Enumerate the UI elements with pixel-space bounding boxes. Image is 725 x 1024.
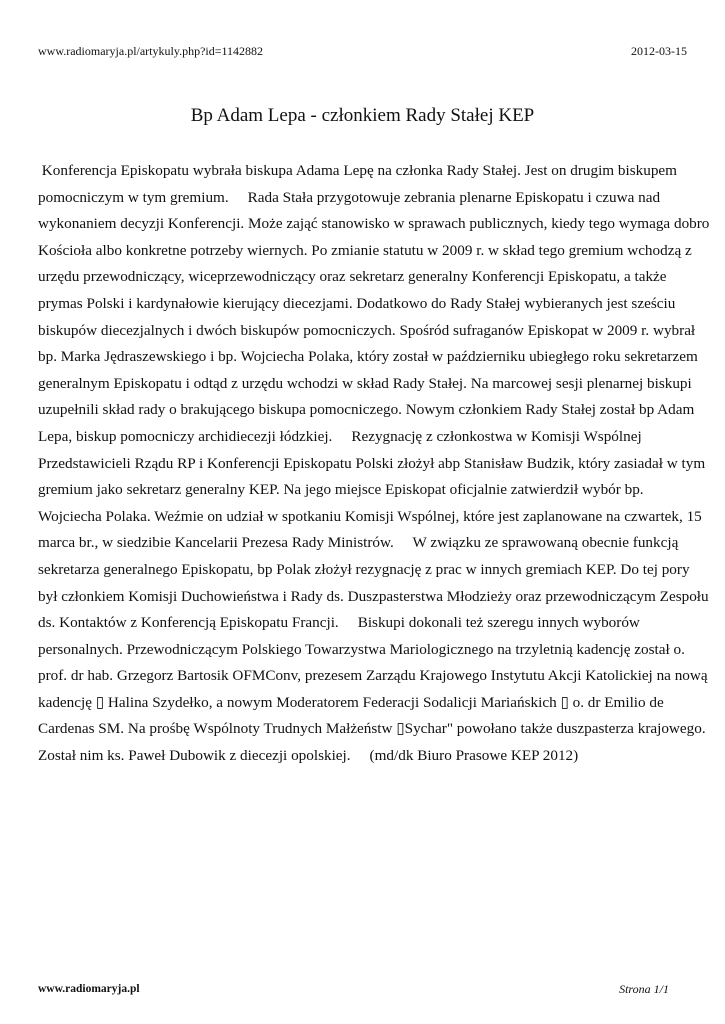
article-line: generalnym Episkopatu i odtąd z urzędu wchodzi w skład Rady Stałej. Na marcowej sesji plenarnej biskupi [38,374,692,392]
footer-site: www.radiomaryja.pl [38,983,140,995]
article-line: gremium jako sekretarz generalny KEP. Na jego miejsce Episkopat oficjalnie zatwierdził wybór bp. [38,481,644,499]
footer-page-number: Strona 1/1 [619,982,669,996]
article-line: Przedstawicieli Rządu RP i Konferencji Episkopatu Polski złożył abp Stanisław Budzik, który zasiadał w tym [38,454,706,472]
article-line: kadencję ▯ Halina Szydełko, a nowym Moderatorem Federacji Sodalicji Mariańskich ▯ o. dr Emilio de [38,693,664,711]
article-line: wykonaniem decyzji Konferencji. Może zająć stanowisko w sprawach publicznych, kiedy tego wymaga dobro [38,215,710,233]
article-line: prymas Polski i kardynałowie kierujący diecezjami. Dodatkowo do Rady Stałej wybieranych jest sześciu [38,294,676,312]
article-body [38,158,710,770]
article-line: pomocniczym w tym gremium. Rada Stała przygotowuje zebrania plenarne Episkopatu i czuwa nad [38,188,661,206]
header-date: 2012-03-15 [631,44,687,58]
article-line: urzędu przewodniczący, wiceprzewodniczący oraz sekretarz generalny Konferencji Episkopatu, a także [38,268,667,286]
article-line: prof. dr hab. Grzegorz Bartosik OFMConv, prezesem Zarządu Krajowego Instytutu Akcji Katolickiej na nową [38,667,708,685]
article-line: ds. Kontaktów z Konferencją Episkopatu Francji. Biskupi dokonali też szeregu innych wyborów [38,614,640,632]
article-title: Bp Adam Lepa - członkiem Rady Stałej KEP [190,105,535,126]
article-line: był członkiem Komisji Duchowieństwa i Rady ds. Duszpasterstwa Młodzieży oraz przewodniczącym Zespołu [38,587,709,605]
article-line: biskupów diecezjalnych i dwóch biskupów pomocniczych. Spośród sufraganów Episkopat w 2009 r. wybrał [38,321,696,339]
article-line: marca br., w siedzibie Kancelarii Prezesa Rady Ministrów. W związku ze sprawowaną obecnie funkcją [38,534,679,552]
article-line: Został nim ks. Paweł Dubowik z diecezji opolskiej. (md/dk Biuro Prasowe KEP 2012) [38,747,579,765]
article-line: Lepa, biskup pomocniczy archidiecezji łódzkiej. Rezygnację z członkostwa w Komisji Wspólnej [38,427,642,445]
header-url: www.radiomaryja.pl/artykuly.php?id=1142882 [38,44,264,58]
article-line: sekretarza generalnego Episkopatu, bp Polak złożył rezygnację z prac w innych gremiach KEP. Do tej pory [38,560,690,578]
article-line: Cardenas SM. Na prośbę Wspólnoty Trudnych Małżeństw ▯Sychar" powołano także duszpasterza krajowego. [38,720,706,738]
article-line: bp. Marka Jędraszewskiego i bp. Wojciecha Polaka, który został w październiku ubiegłego roku sekretarzem [38,348,698,366]
article-line: uzupełnili skład rady o brakującego biskupa pomocniczego. Nowym członkiem Rady Stałej został bp Adam [38,401,695,419]
article-line: Kościoła albo konkretne potrzeby wiernych. Po zmianie statutu w 2009 r. w skład tego gremium wchodzą z [38,241,692,259]
article-line: Konferencja Episkopatu wybrała biskupa Adama Lepę na członka Rady Stałej. Jest on drugim biskupem [38,162,677,179]
article-line: personalnych. Przewodniczącym Polskiego Towarzystwa Mariologicznego na trzyletnią kadencję został o. [38,640,685,658]
article-line: Wojciecha Polaka. Weźmie on udział w spotkaniu Komisji Wspólnej, które jest zaplanowane na czwartek, 15 [38,507,702,525]
